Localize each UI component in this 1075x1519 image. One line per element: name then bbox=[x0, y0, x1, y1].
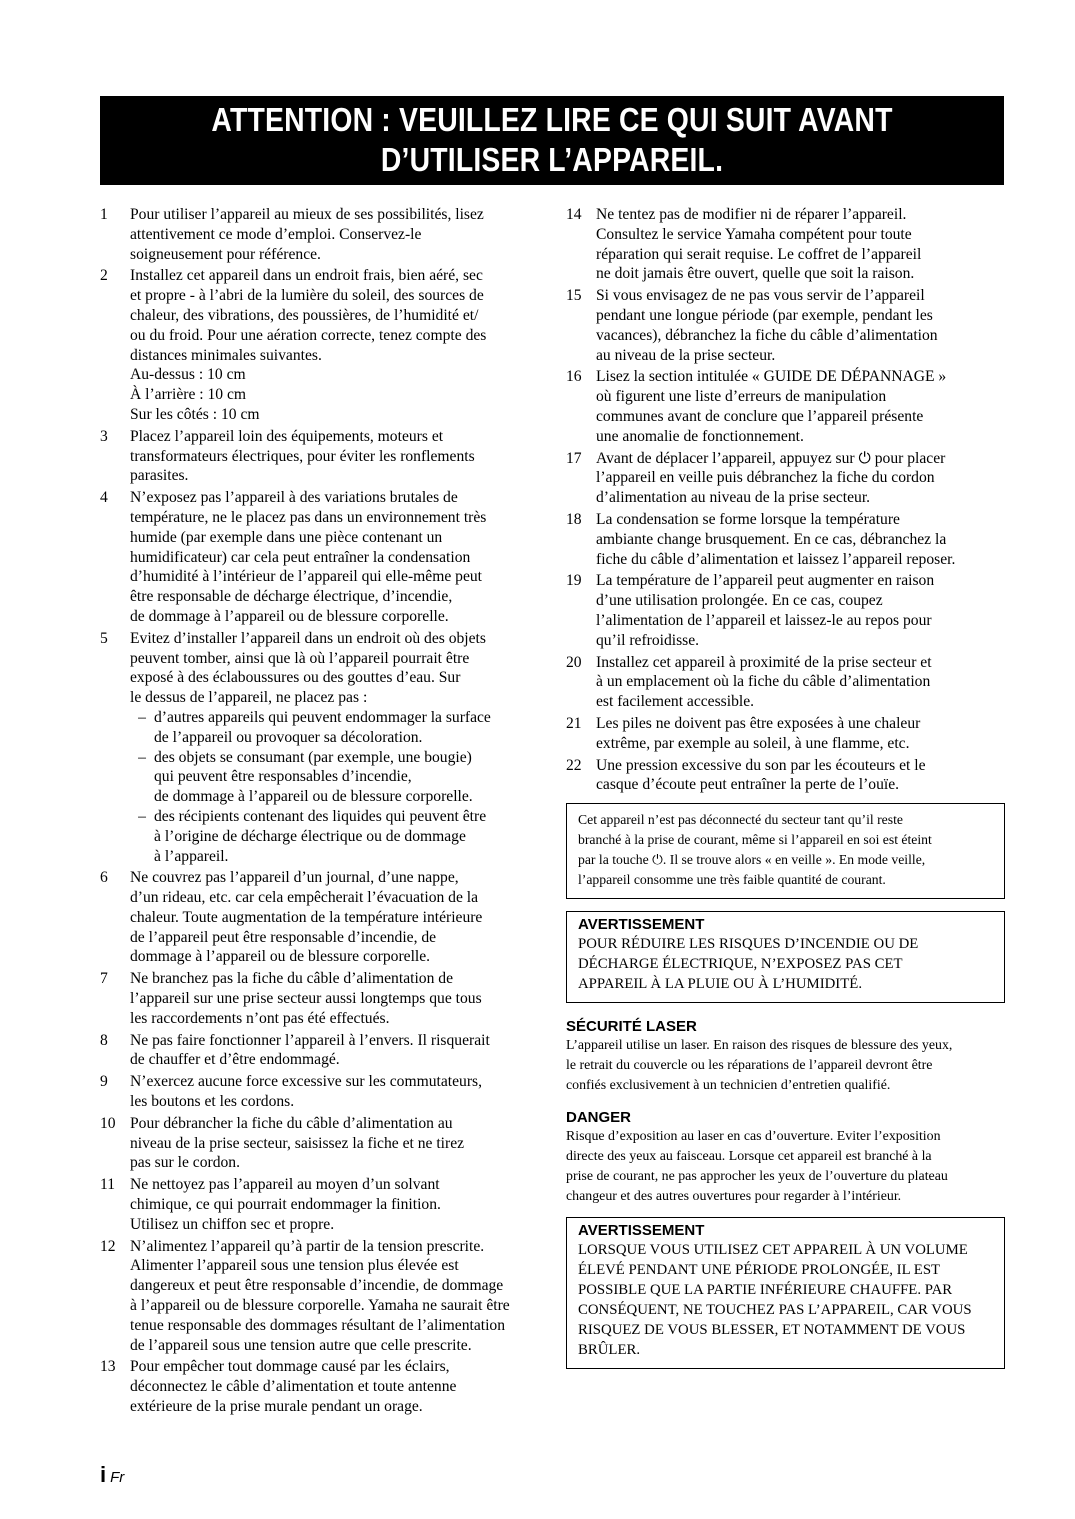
text-line: à l’appareil ou de blessure corporelle. Yamaha ne saurait être bbox=[130, 1297, 510, 1315]
text-line: Cet appareil n’est pas déconnecté du secteur tant qu’il reste bbox=[578, 812, 903, 828]
text-line: réparation qui serait requise. Le coffret de l’appareil bbox=[596, 245, 922, 263]
list-item bbox=[100, 205, 536, 264]
text-line: l’appareil sur une prise secteur aussi longtemps que tous bbox=[130, 990, 482, 1008]
text-line: Sur les côtés : 10 cm bbox=[130, 405, 260, 423]
text-line: déconnectez le câble d’alimentation et toute antenne bbox=[130, 1378, 457, 1396]
text-line: Ne nettoyez pas l’appareil au moyen d’un solvant bbox=[130, 1176, 440, 1194]
text-line: à l’appareil. bbox=[154, 847, 229, 865]
list-item bbox=[100, 629, 536, 867]
warning-box-fire bbox=[566, 911, 1005, 1003]
text-line: branché à la prise de courant, même si l’appareil en soi est éteint bbox=[578, 832, 932, 848]
item-number: 12 bbox=[100, 1237, 116, 1255]
text-line: chaleur. Toute augmentation de la température intérieure bbox=[130, 908, 483, 926]
text-line: transformateurs électriques, pour éviter les ronflements bbox=[130, 447, 475, 465]
list-item bbox=[100, 1072, 536, 1112]
title-line-2: D’UTILISER L’APPAREIL. bbox=[380, 141, 724, 178]
text-line: parasites. bbox=[130, 467, 189, 485]
text-line: pas sur le cordon. bbox=[130, 1154, 240, 1172]
text-line: de dommage à l’appareil ou de blessure corporelle. bbox=[154, 788, 473, 806]
text-line: Pour empêcher tout dommage causé par les éclairs, bbox=[130, 1358, 450, 1376]
text-line: changeur et des autres ouvertures pour regarder à l’intérieur. bbox=[566, 1189, 902, 1205]
warning-box-heat bbox=[566, 1217, 1005, 1369]
item-number: 5 bbox=[100, 629, 108, 647]
list-item bbox=[566, 756, 1006, 796]
item-text bbox=[130, 1114, 536, 1173]
list-item bbox=[100, 1175, 536, 1234]
text-line: Evitez d’installer l’appareil dans un endroit où des objets bbox=[130, 629, 486, 647]
item-number: 3 bbox=[100, 427, 108, 445]
text-line: le retrait du couvercle ou les réparations de l’appareil devront être bbox=[566, 1058, 933, 1074]
text-line: humidificateur) car cela peut entraîner la condensation bbox=[130, 548, 471, 566]
item-number: 13 bbox=[100, 1358, 116, 1376]
laser-safety-text bbox=[566, 1036, 1006, 1096]
text-line: de l’appareil sous une tension autre que celle prescrite. bbox=[130, 1336, 472, 1354]
item-text bbox=[130, 1072, 536, 1112]
text-line: Ne tentez pas de modifier ni de réparer l’appareil. bbox=[596, 206, 907, 223]
list-item bbox=[566, 510, 1006, 569]
text-line: dommage à l’appareil ou de blessure corporelle. bbox=[130, 948, 431, 966]
text-line: Installez cet appareil dans un endroit frais, bien aéré, sec bbox=[130, 267, 483, 285]
text-line: Pour débrancher la fiche du câble d’alimentation au bbox=[130, 1114, 453, 1132]
text-line: par la touche ⏻. Il se trouve alors « en veille ». En mode veille, bbox=[578, 852, 926, 868]
right-column bbox=[566, 205, 1006, 1369]
left-column bbox=[100, 205, 536, 1419]
warning-text bbox=[578, 1240, 994, 1360]
text-line: une anomalie de fonctionnement. bbox=[596, 427, 804, 445]
text-line: fiche du câble d’alimentation et laissez l’appareil reposer. bbox=[596, 550, 956, 568]
text-line: de chauffer et d’être endommagé. bbox=[130, 1051, 340, 1069]
list-item bbox=[566, 653, 1006, 712]
dash-bullet: – bbox=[138, 748, 146, 766]
text-line: Ne branchez pas la fiche du câble d’alimentation de bbox=[130, 970, 453, 988]
text-line: prise de courant, ne pas approcher les yeux de l’ouverture du plateau bbox=[566, 1169, 948, 1185]
text-line: qu’il refroidisse. bbox=[596, 631, 700, 649]
text-line: ne doit jamais être ouvert, quelle que soit la raison. bbox=[596, 265, 915, 283]
text-line: À l’arrière : 10 cm bbox=[130, 386, 247, 404]
text-line: température, ne le placez pas dans un environnement très bbox=[130, 508, 487, 526]
item-text bbox=[130, 1237, 536, 1356]
sub-item bbox=[130, 807, 536, 866]
list-item bbox=[100, 1114, 536, 1173]
text-line: pendant une longue période (par exemple, pendant les bbox=[596, 306, 933, 324]
text-line: vacances), débranchez la fiche du câble d’alimentation bbox=[596, 326, 938, 344]
title-line-1: ATTENTION : VEUILLEZ LIRE CE QUI SUIT AVANT bbox=[211, 101, 893, 138]
text-line: Consultez le service Yamaha compétent pour toute bbox=[596, 225, 912, 243]
text-line: dangereux et peut être responsable d’incendie, de dommage bbox=[130, 1277, 504, 1295]
text-line: Utilisez un chiffon sec et propre. bbox=[130, 1215, 335, 1233]
item-number: 11 bbox=[100, 1176, 116, 1194]
text-line: extrême, par exemple au soleil, à une flamme, etc. bbox=[596, 734, 910, 752]
text-line: l’alimentation de l’appareil et laissez-le au repos pour bbox=[596, 611, 932, 629]
item-number: 10 bbox=[100, 1114, 116, 1132]
warning-title: AVERTISSEMENT bbox=[578, 916, 705, 934]
text-line: N’exposez pas l’appareil à des variations brutales de bbox=[130, 489, 458, 507]
item-text bbox=[596, 449, 1006, 508]
text-line: confiés exclusivement à un technicien d’entretien qualifié. bbox=[566, 1078, 891, 1094]
list-item bbox=[566, 571, 1006, 650]
dash-bullet: – bbox=[138, 807, 146, 825]
item-number: 17 bbox=[566, 449, 582, 467]
text-line: Installez cet appareil à proximité de la prise secteur et bbox=[596, 653, 932, 671]
text-line: le dessus de l’appareil, ne placez pas : bbox=[130, 689, 368, 707]
text-line: d’humidité à l’intérieur de l’appareil qui elle-même peut bbox=[130, 568, 483, 586]
item-text bbox=[130, 1031, 536, 1071]
text-line: Ne pas faire fonctionner l’appareil à l’envers. Il risquerait bbox=[130, 1031, 490, 1049]
item-number: 15 bbox=[566, 287, 582, 305]
item-text bbox=[596, 756, 1006, 796]
text-line: BRÛLER. bbox=[578, 1342, 641, 1359]
safety-list-right bbox=[566, 205, 1006, 795]
warning-text bbox=[578, 934, 994, 994]
list-item bbox=[566, 286, 1006, 365]
text-line: La température de l’appareil peut augmenter en raison bbox=[596, 572, 935, 590]
text-line: l’appareil consomme une très faible quantité de courant. bbox=[578, 872, 886, 888]
text-line: d’une utilisation prolongée. En ce cas, coupez bbox=[596, 592, 883, 610]
text-line: d’un rideau, etc. car cela empêcherait l’évacuation de la bbox=[130, 889, 479, 907]
list-item bbox=[100, 427, 536, 486]
text-line: exposé à des éclaboussures ou des gouttes d’eau. Sur bbox=[130, 669, 461, 687]
text-line: chaleur, des vibrations, des poussières, de l’humidité et/ bbox=[130, 306, 479, 324]
item-text bbox=[596, 714, 1006, 754]
item-number: 4 bbox=[100, 489, 108, 507]
text-line: N’exercez aucune force excessive sur les commutateurs, bbox=[130, 1073, 482, 1091]
text-line: LORSQUE VOUS UTILISEZ CET APPAREIL À UN VOLUME bbox=[578, 1242, 968, 1259]
item-text bbox=[130, 427, 536, 486]
text-line: distances minimales suivantes. bbox=[130, 346, 322, 364]
item-text bbox=[130, 969, 536, 1028]
text-line: ÉLEVÉ PENDANT UNE PÉRIODE PROLONGÉE, IL EST bbox=[578, 1262, 941, 1279]
sub-item bbox=[130, 708, 536, 748]
item-text bbox=[130, 1175, 536, 1234]
text-line: Les piles ne doivent pas être exposées à une chaleur bbox=[596, 714, 921, 732]
text-line: des objets se consumant (par exemple, une bougie) bbox=[154, 748, 472, 766]
text-line: APPAREIL À LA PLUIE OU À L’HUMIDITÉ. bbox=[578, 976, 863, 993]
item-number: 6 bbox=[100, 869, 108, 887]
text-line: RISQUEZ DE VOUS BLESSER, ET NOTAMMENT DE VOUS bbox=[578, 1322, 966, 1339]
text-line: Pour utiliser l’appareil au mieux de ses possibilités, lisez bbox=[130, 206, 484, 223]
item-number: 8 bbox=[100, 1031, 108, 1049]
text-line: Alimenter l’appareil sous une tension plus élevée est bbox=[130, 1257, 459, 1275]
text-line: CONSÉQUENT, NE TOUCHEZ PAS L’APPAREIL, CAR VOUS bbox=[578, 1302, 972, 1319]
text-line: Au-dessus : 10 cm bbox=[130, 366, 246, 384]
text-line: DÉCHARGE ÉLECTRIQUE, N’EXPOSEZ PAS CET bbox=[578, 956, 903, 973]
text-line: à l’origine de décharge électrique ou de dommage bbox=[154, 827, 466, 845]
text-line: les raccordements n’ont pas été effectués. bbox=[130, 1009, 390, 1027]
list-item bbox=[100, 266, 536, 424]
text-line: humide (par exemple dans une pièce contenant un bbox=[130, 528, 443, 546]
text-line: où figurent une liste d’erreurs de manipulation bbox=[596, 388, 887, 406]
text-line: ambiante change brusquement. En ce cas, débranchez la bbox=[596, 530, 947, 548]
danger-heading: DANGER bbox=[566, 1109, 632, 1127]
laser-safety-heading: SÉCURITÉ LASER bbox=[566, 1018, 697, 1036]
item-text bbox=[596, 571, 1006, 650]
item-text bbox=[596, 286, 1006, 365]
list-item bbox=[566, 205, 1006, 284]
text-line: Risque d’exposition au laser en cas d’ouverture. Eviter l’exposition bbox=[566, 1129, 941, 1145]
list-item bbox=[100, 969, 536, 1028]
list-item bbox=[100, 488, 536, 627]
text-line: soigneusement pour référence. bbox=[130, 245, 321, 263]
list-item bbox=[566, 449, 1006, 508]
text-line: communes avant de conclure que l’appareil présente bbox=[596, 407, 924, 425]
sub-item-text bbox=[154, 708, 491, 748]
text-line: Placez l’appareil loin des équipements, moteurs et bbox=[130, 427, 444, 445]
text-line: l’appareil en veille puis débranchez la fiche du cordon bbox=[596, 469, 935, 487]
item-number: 16 bbox=[566, 368, 582, 386]
standby-note-box bbox=[566, 803, 1005, 899]
text-line: Lisez la section intitulée « GUIDE DE DÉPANNAGE » bbox=[596, 368, 947, 386]
item-text bbox=[596, 510, 1006, 569]
text-line: casque d’écoute peut entraîner la perte de l’ouïe. bbox=[596, 776, 900, 794]
safety-list-left bbox=[100, 205, 536, 1417]
list-item bbox=[100, 1237, 536, 1356]
item-number: 9 bbox=[100, 1073, 108, 1091]
list-item bbox=[100, 1031, 536, 1071]
page-title-banner bbox=[100, 96, 1004, 185]
text-line: Ne couvrez pas l’appareil d’un journal, d’une nappe, bbox=[130, 869, 459, 887]
list-item bbox=[100, 1357, 536, 1416]
sub-item bbox=[130, 748, 536, 807]
text-line: d’alimentation au niveau de la prise secteur. bbox=[596, 489, 871, 507]
text-line: chimique, ce qui pourrait endommager la finition. bbox=[130, 1196, 441, 1214]
language-code: Fr bbox=[110, 1469, 125, 1486]
text-line: La condensation se forme lorsque la température bbox=[596, 510, 900, 528]
text-line: POUR RÉDUIRE LES RISQUES D’INCENDIE OU DE bbox=[578, 936, 919, 953]
text-line: POSSIBLE QUE LA PARTIE INFÉRIEURE CHAUFFE. PAR bbox=[578, 1282, 953, 1299]
item-text bbox=[596, 367, 1006, 446]
text-line: de dommage à l’appareil ou de blessure corporelle. bbox=[130, 607, 449, 625]
item-number: 18 bbox=[566, 510, 582, 528]
text-line: d’autres appareils qui peuvent endommager la surface bbox=[154, 708, 491, 726]
item-text bbox=[130, 629, 536, 867]
text-line: être responsable de décharge électrique, d’incendie, bbox=[130, 588, 453, 606]
text-line: de l’appareil peut être responsable d’incendie, de bbox=[130, 928, 437, 946]
text-line: et propre - à l’abri de la lumière du soleil, des sources de bbox=[130, 287, 484, 305]
item-number: 14 bbox=[566, 206, 582, 223]
list-item bbox=[100, 868, 536, 967]
standby-note-text bbox=[578, 810, 994, 890]
text-line: qui peuvent être responsables d’incendie, bbox=[154, 768, 412, 786]
text-line: de l’appareil ou provoquer sa décoloration. bbox=[154, 728, 423, 746]
text-line: Une pression excessive du son par les écouteurs et le bbox=[596, 756, 926, 774]
text-line: Si vous envisagez de ne pas vous servir de l’appareil bbox=[596, 287, 925, 305]
item-text bbox=[130, 266, 536, 424]
sub-item-text bbox=[154, 748, 473, 807]
item-number: 1 bbox=[100, 206, 108, 223]
text-line: peuvent tomber, ainsi que là où l’appareil pourrait être bbox=[130, 649, 470, 667]
item-number: 21 bbox=[566, 714, 582, 732]
text-line: tenue responsable des dommages résultant de l’alimentation bbox=[130, 1316, 506, 1334]
dash-bullet: – bbox=[138, 708, 146, 726]
item-number: 20 bbox=[566, 653, 582, 671]
text-line: niveau de la prise secteur, saisissez la fiche et ne tirez bbox=[130, 1134, 465, 1152]
item-number: 7 bbox=[100, 970, 108, 988]
item-text bbox=[130, 205, 536, 264]
warning-title: AVERTISSEMENT bbox=[578, 1222, 705, 1240]
danger-text bbox=[566, 1127, 1006, 1207]
text-line: des récipients contenant des liquides qui peuvent être bbox=[154, 807, 487, 825]
text-line: directe des yeux au faisceau. Lorsque cet appareil est branché à la bbox=[566, 1149, 932, 1165]
item-text bbox=[130, 868, 536, 967]
page-footer bbox=[100, 1462, 124, 1488]
text-line: au niveau de la prise secteur. bbox=[596, 346, 776, 364]
item-text bbox=[596, 205, 1006, 284]
item-number: 19 bbox=[566, 572, 582, 590]
sub-item-text bbox=[154, 807, 486, 866]
text-line: à un emplacement où la fiche du câble d’alimentation bbox=[596, 673, 931, 691]
list-item bbox=[566, 714, 1006, 754]
item-text bbox=[130, 1357, 536, 1416]
list-item bbox=[566, 367, 1006, 446]
item-text bbox=[130, 488, 536, 627]
text-line: extérieure de la prise murale pendant un orage. bbox=[130, 1398, 423, 1416]
text-line: les boutons et les cordons. bbox=[130, 1093, 295, 1111]
item-number: 2 bbox=[100, 267, 108, 285]
text-line: L’appareil utilise un laser. En raison des risques de blessure des yeux, bbox=[566, 1038, 953, 1054]
text-line: est facilement accessible. bbox=[596, 693, 755, 711]
item-text bbox=[596, 653, 1006, 712]
item-number: 22 bbox=[566, 756, 582, 774]
text-line: ou du froid. Pour une aération correcte, tenez compte des bbox=[130, 326, 487, 344]
text-line: Avant de déplacer l’appareil, appuyez sur ⏻ pour placer bbox=[596, 449, 946, 467]
text-line: N’alimentez l’appareil qu’à partir de la tension prescrite. bbox=[130, 1237, 485, 1255]
text-line: attentivement ce mode d’emploi. Conservez-le bbox=[130, 225, 422, 243]
page-number: i bbox=[100, 1462, 107, 1487]
